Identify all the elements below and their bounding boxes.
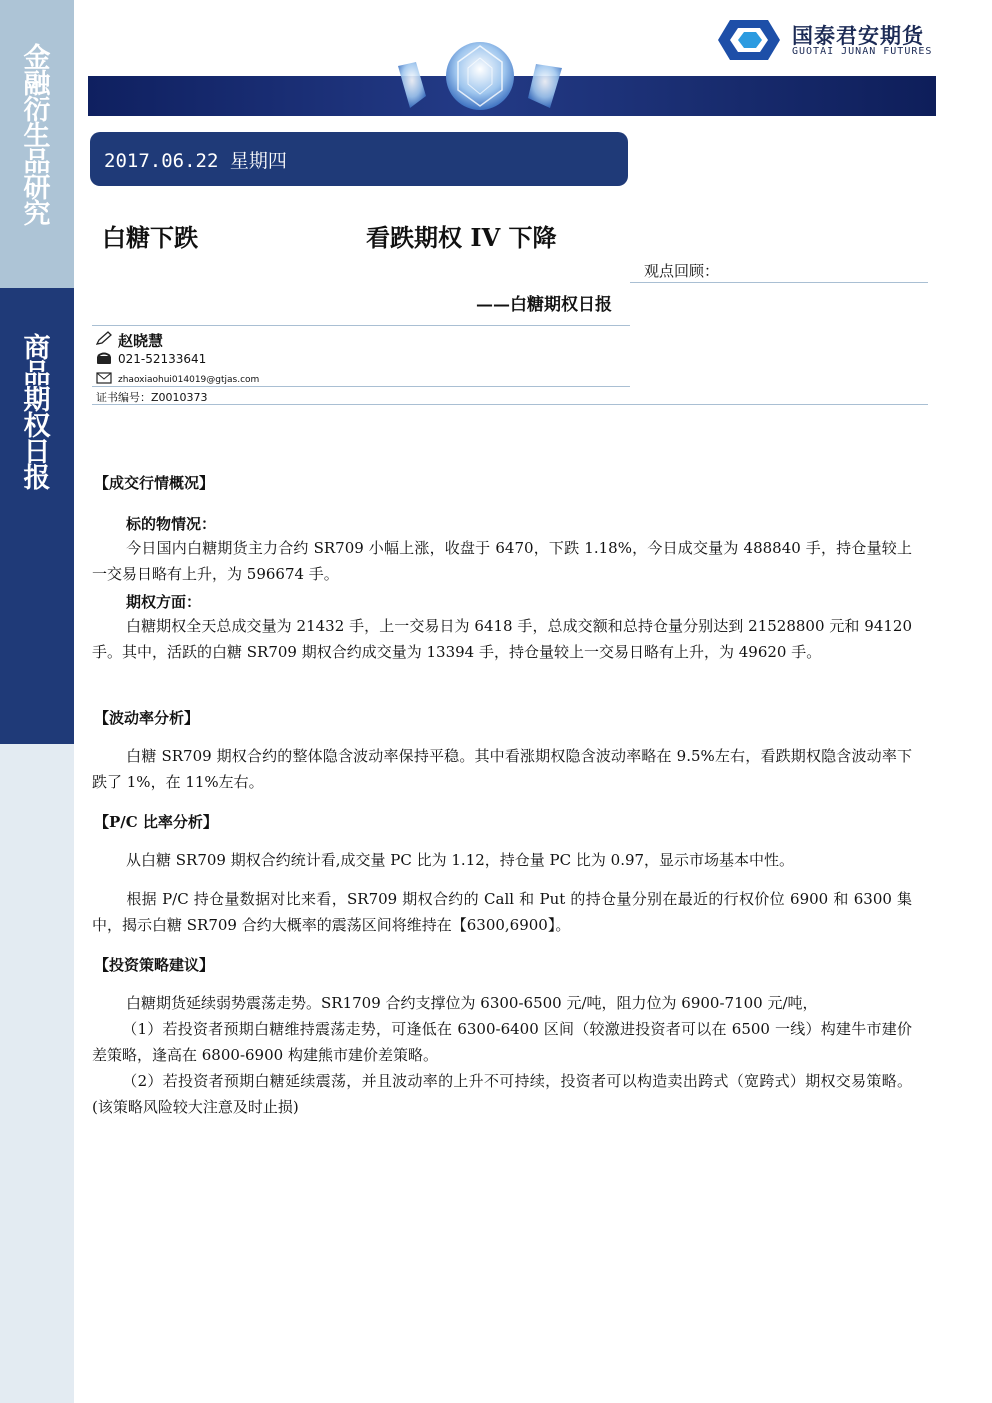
brand-name-en: GUOTAI JUNAN FUTURES <box>792 46 933 57</box>
author-email: zhaoxiaohui014019@gtjas.com <box>118 375 260 385</box>
vt-top-char: 究 <box>23 199 51 230</box>
sidebar-top-label <box>0 43 74 230</box>
vt-mid-char: 期 <box>23 385 51 416</box>
author-divider <box>92 386 630 387</box>
vt-top-char: 融 <box>23 69 51 100</box>
phone-icon <box>96 352 112 365</box>
diamond-icon <box>390 36 570 120</box>
vt-top-char: 品 <box>23 147 51 178</box>
subtitle: ——白糖期权日报 <box>476 295 612 315</box>
title-right: 看跌期权 IV 下降 <box>366 223 557 252</box>
report-date: 2017.06.22 星期四 <box>104 150 287 172</box>
vt-top-char: 研 <box>23 173 51 204</box>
vt-mid-char: 日 <box>23 437 51 468</box>
logo-icon <box>716 18 782 62</box>
vt-top-char: 衍 <box>23 95 51 126</box>
sidebar-bottom-panel <box>0 744 74 1403</box>
options-paragraph: 白糖期权全天总成交量为 21432 手，上一交易日为 6418 手，总成交额和总持仓量分别达到 21528800 元和 94120 手。其中，活跃的白糖 SR709 期权合约成交量为 13394 手，持仓量较上一交易日略有上升，为 49620 手。 <box>92 617 912 661</box>
pc-ratio-heading: 【P/C 比率分析】 <box>94 813 218 831</box>
vt-top-char: 金 <box>23 43 51 74</box>
date-box <box>90 132 628 186</box>
author-cert: 证书编号：Z0010373 <box>96 391 208 404</box>
strategy-paragraph-1: （1）若投资者预期白糖维持震荡走势，可逢低在 6300-6400 区间（较激进投资者可以在 6500 一线）构建牛市建价差策略，逢高在 6800-6900 构建熊市建价差策略。 <box>92 1020 912 1064</box>
underlying-paragraph: 今日国内白糖期货主力合约 SR709 小幅上涨，收盘于 6470，下跌 1.18%，今日成交量为 488840 手，持仓量较上一交易日略有上升，为 596674 手。 <box>92 539 912 583</box>
author-name: 赵晓慧 <box>118 332 164 350</box>
vt-mid-char: 品 <box>23 359 51 390</box>
strategy-heading: 【投资策略建议】 <box>94 956 215 974</box>
pc-ratio-paragraph-2: 根据 P/C 持仓量数据对比来看，SR709 期权合约的 Call 和 Put 的持仓量分别在最近的行权价位 6900 和 6300 集中，揭示白糖 SR709 合约大概率的震荡区间将维持在【6300,6900】。 <box>92 890 912 934</box>
header-bottom-divider <box>92 404 928 405</box>
pc-ratio-paragraph-1: 从白糖 SR709 期权合约统计看,成交量 PC 比为 1.12，持仓量 PC 比为 0.97，显示市场基本中性。 <box>126 851 795 869</box>
strategy-paragraph-2: （2）若投资者预期白糖延续震荡，并且波动率的上升不可持续，投资者可以构造卖出跨式（宽跨式）期权交易策略。(该策略风险较大注意及时止损) <box>92 1072 912 1116</box>
overview-heading: 【成交行情概况】 <box>94 474 215 492</box>
vt-mid-char: 权 <box>23 411 51 442</box>
sidebar-mid-label <box>0 333 74 494</box>
brand-name-cn: 国泰君安期货 <box>792 24 924 48</box>
review-divider <box>630 282 928 283</box>
review-label: 观点回顾： <box>644 262 720 280</box>
pencil-icon <box>96 331 112 345</box>
author-phone: 021-52133641 <box>118 352 207 366</box>
options-label: 期权方面： <box>126 593 202 611</box>
title-left: 白糖下跌 <box>102 223 198 252</box>
strategy-paragraph-0: 白糖期货延续弱势震荡走势。SR1709 合约支撑位为 6300-6500 元/吨，阻力位为 6900-7100 元/吨， <box>126 994 818 1012</box>
vt-mid-char: 商 <box>23 333 51 364</box>
title-divider <box>92 325 630 326</box>
vt-top-char: 生 <box>23 121 51 152</box>
underlying-label: 标的物情况： <box>126 515 217 533</box>
volatility-paragraph: 白糖 SR709 期权合约的整体隐含波动率保持平稳。其中看涨期权隐含波动率略在 9.5%左右，看跌期权隐含波动率下跌了 1%，在 11%左右。 <box>92 747 912 791</box>
email-icon <box>96 372 112 384</box>
vt-mid-char: 报 <box>23 463 51 494</box>
volatility-heading: 【波动率分析】 <box>94 709 200 727</box>
